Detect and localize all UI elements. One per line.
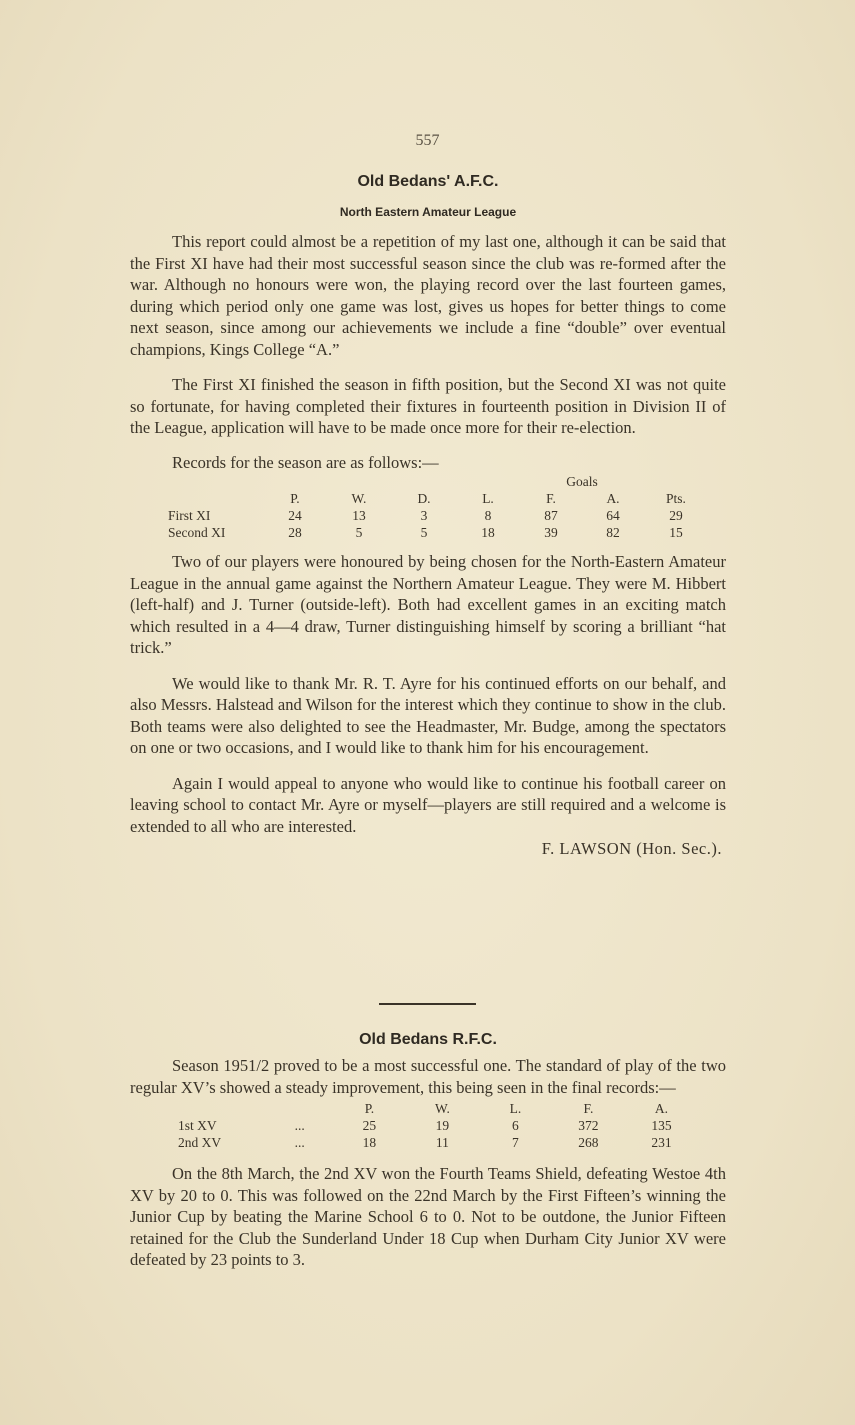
column-header: Pts. xyxy=(666,490,686,506)
team-name: First XI xyxy=(168,507,211,523)
afc-paragraph: Two of our players were honoured by being chosen for the North-Eastern Amateur League in the annual game against the Northern Amateur League. They were M. Hibbert (left-half) and J. Turner (outside-left). Both had excellent games in an exciting match which resulted in a 4—4 draw, Turner distinguishing himself by scoring a brilliant “hat trick.” xyxy=(130,552,726,657)
table-cell: 39 xyxy=(544,524,558,540)
table-row xyxy=(168,507,708,524)
table-cell: 3 xyxy=(420,507,428,523)
signature: F. LAWSON (Hon. Sec.). xyxy=(541,839,722,858)
column-header: F. xyxy=(583,1100,594,1116)
afc-title: Old Bedans' A.F.C. xyxy=(357,173,499,190)
table-cell: 231 xyxy=(651,1134,672,1150)
column-header: D. xyxy=(417,490,431,506)
afc-paragraph: The First XI finished the season in fifth position, but the Second XI was not quite so fortunate, for having completed their fixtures in fourteenth position in Division II of the League, application will have to be made once more for their re-election. xyxy=(130,375,726,437)
leader-dots: ... xyxy=(294,1134,305,1150)
afc-records-intro: Records for the season are as follows:— xyxy=(172,452,439,472)
afc-records-table xyxy=(168,473,708,541)
page-number: 557 xyxy=(415,132,440,149)
rfc-intro: Season 1951/2 proved to be a most successful one. The standard of play of the two regular XV’s showed a steady improvement, this being seen in the final records:— xyxy=(130,1056,726,1097)
column-header: F. xyxy=(546,490,556,506)
afc-section xyxy=(130,173,726,859)
table-cell: 18 xyxy=(362,1134,377,1150)
table-row xyxy=(178,1134,698,1151)
rfc-records-table xyxy=(178,1100,698,1151)
table-cell: 5 xyxy=(420,524,428,540)
table-cell: 5 xyxy=(355,524,363,540)
rfc-section xyxy=(130,1031,726,1271)
column-header: W. xyxy=(351,490,367,506)
table-cell: 13 xyxy=(352,507,366,523)
table-cell: 11 xyxy=(435,1134,449,1150)
table-cell: 372 xyxy=(578,1117,599,1133)
table-cell: 19 xyxy=(435,1117,450,1133)
column-header: P. xyxy=(364,1100,375,1116)
afc-paragraph: We would like to thank Mr. R. T. Ayre for his continued efforts on our behalf, and also Messrs. Halstead and Wilson for the interest which they continue to show in the club. Both teams were also delighted to see the Headmaster, Mr. Budge, among the spectators on one or two occasions, and I would like to thank him for his encouragement. xyxy=(130,673,726,757)
table-cell: 82 xyxy=(606,524,620,540)
table-header-row xyxy=(168,490,708,507)
column-header: L. xyxy=(509,1100,522,1116)
table-cell: 15 xyxy=(669,524,683,540)
table-cell: 28 xyxy=(288,524,302,540)
team-name: Second XI xyxy=(168,524,226,540)
column-header: W. xyxy=(434,1100,450,1116)
table-cell: 18 xyxy=(481,524,495,540)
table-header-row xyxy=(178,1100,698,1117)
rfc-title: Old Bedans R.F.C. xyxy=(359,1031,497,1048)
table-row xyxy=(178,1117,698,1134)
goals-group-header: Goals xyxy=(566,473,598,489)
afc-subtitle: North Eastern Amateur League xyxy=(339,205,517,219)
team-name: 1st XV xyxy=(178,1117,217,1133)
leader-dots: ... xyxy=(294,1117,305,1133)
afc-paragraph: Again I would appeal to anyone who would like to continue his football career on leaving school to contact Mr. Ayre or myself—players are still required and a welcome is extended to all who are interested. xyxy=(130,773,726,836)
table-cell: 64 xyxy=(606,507,620,523)
table-cell: 7 xyxy=(512,1134,519,1150)
table-group-header-row xyxy=(168,473,708,490)
table-row xyxy=(168,524,708,541)
table-cell: 29 xyxy=(669,507,683,523)
team-name: 2nd XV xyxy=(178,1134,222,1150)
table-cell: 25 xyxy=(362,1117,377,1133)
section-divider xyxy=(379,1003,476,1005)
column-header: A. xyxy=(654,1100,669,1116)
column-header: P. xyxy=(290,490,300,506)
table-cell: 268 xyxy=(578,1134,599,1150)
column-header: A. xyxy=(606,490,620,506)
table-cell: 135 xyxy=(651,1117,672,1133)
table-cell: 6 xyxy=(512,1117,519,1133)
afc-paragraph: This report could almost be a repetition of my last one, although it can be said that the First XI have had their most successful season since the club was re-formed after the war. Although no honours were won, the playing record over the last fourteen games, during which period only one game was lost, gives us hopes for better things to come next season, since among our achievements we include a fine “double” over eventual champions, Kings College “A.” xyxy=(130,232,726,359)
column-header: L. xyxy=(482,490,494,506)
table-cell: 87 xyxy=(544,507,558,523)
table-cell: 8 xyxy=(484,507,492,523)
rfc-closing-paragraph: On the 8th March, the 2nd XV won the Fourth Teams Shield, defeating Westoe 4th XV by 20 to 0. This was followed on the 22nd March by the First Fifteen’s winning the Junior Cup by beating the Marine School 6 to 0. Not to be outdone, the Junior Fifteen retained for the Club the Sunderland Under 18 Cup when Durham City Junior XV were defeated by 23 points to 3. xyxy=(130,1164,726,1269)
table-cell: 24 xyxy=(288,507,302,523)
